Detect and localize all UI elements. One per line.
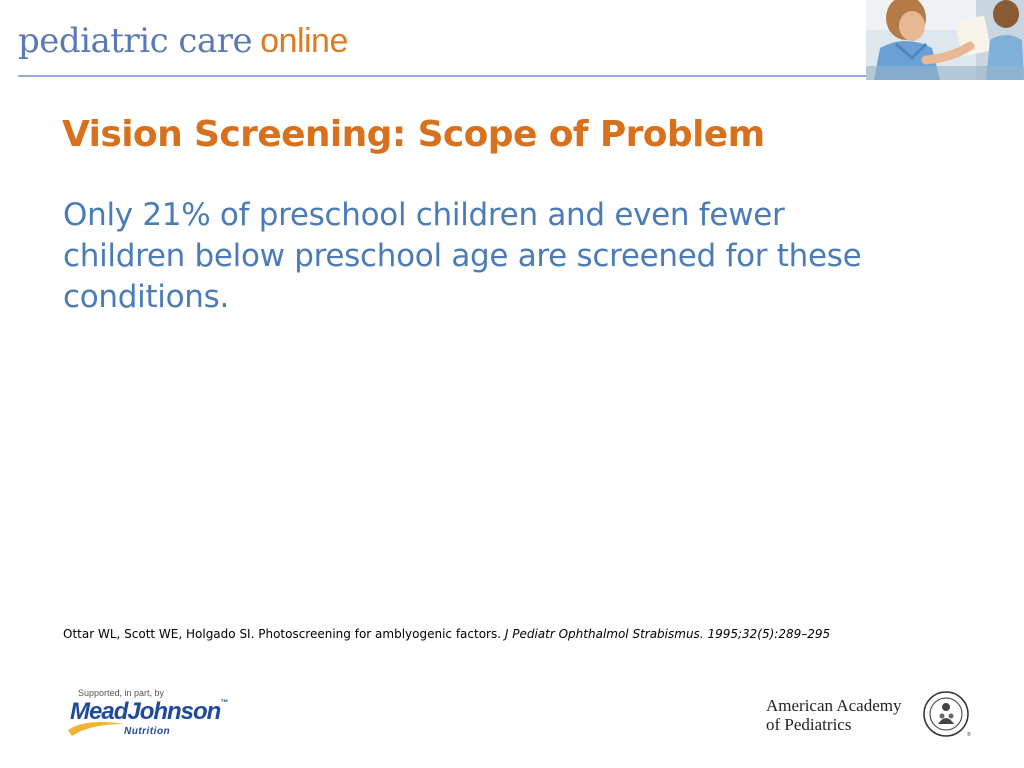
citation-reference: Ottar WL, Scott WE, Holgado SI. Photoscreening for amblyogenic factors. <box>63 627 502 641</box>
brand-logo <box>18 21 348 61</box>
header-photo <box>866 0 1024 80</box>
aap-name <box>766 696 901 734</box>
aap-line1: American Academy <box>766 696 902 715</box>
sponsor-name-text: MeadJohnson <box>70 698 221 725</box>
sponsor-trademark: ™ <box>220 698 228 707</box>
brand-part2: online <box>260 22 348 60</box>
sponsor-sub: Nutrition <box>124 726 171 737</box>
meadjohnson-logo <box>66 688 228 744</box>
aap-line2: of Pediatrics <box>766 715 852 734</box>
svg-text:®: ® <box>967 732 971 738</box>
body-text: Only 21% of preschool children and even fewer children below preschool age are screened for these conditions. <box>63 197 862 315</box>
citation <box>63 627 963 641</box>
header-photo-illustration <box>866 0 1024 80</box>
aap-logo <box>766 690 978 738</box>
header-divider <box>18 75 866 77</box>
citation-journal: J Pediatr Ophthalmol Strabismus. 1995;32(5):289–295 <box>504 627 831 641</box>
sponsor-note: Supported, in part, by <box>78 688 165 698</box>
aap-seal-icon <box>922 690 972 738</box>
slide-title: Vision Screening: Scope of Problem <box>62 114 765 155</box>
sponsor-name <box>70 698 227 726</box>
brand-part1: pediatric care <box>18 21 253 61</box>
